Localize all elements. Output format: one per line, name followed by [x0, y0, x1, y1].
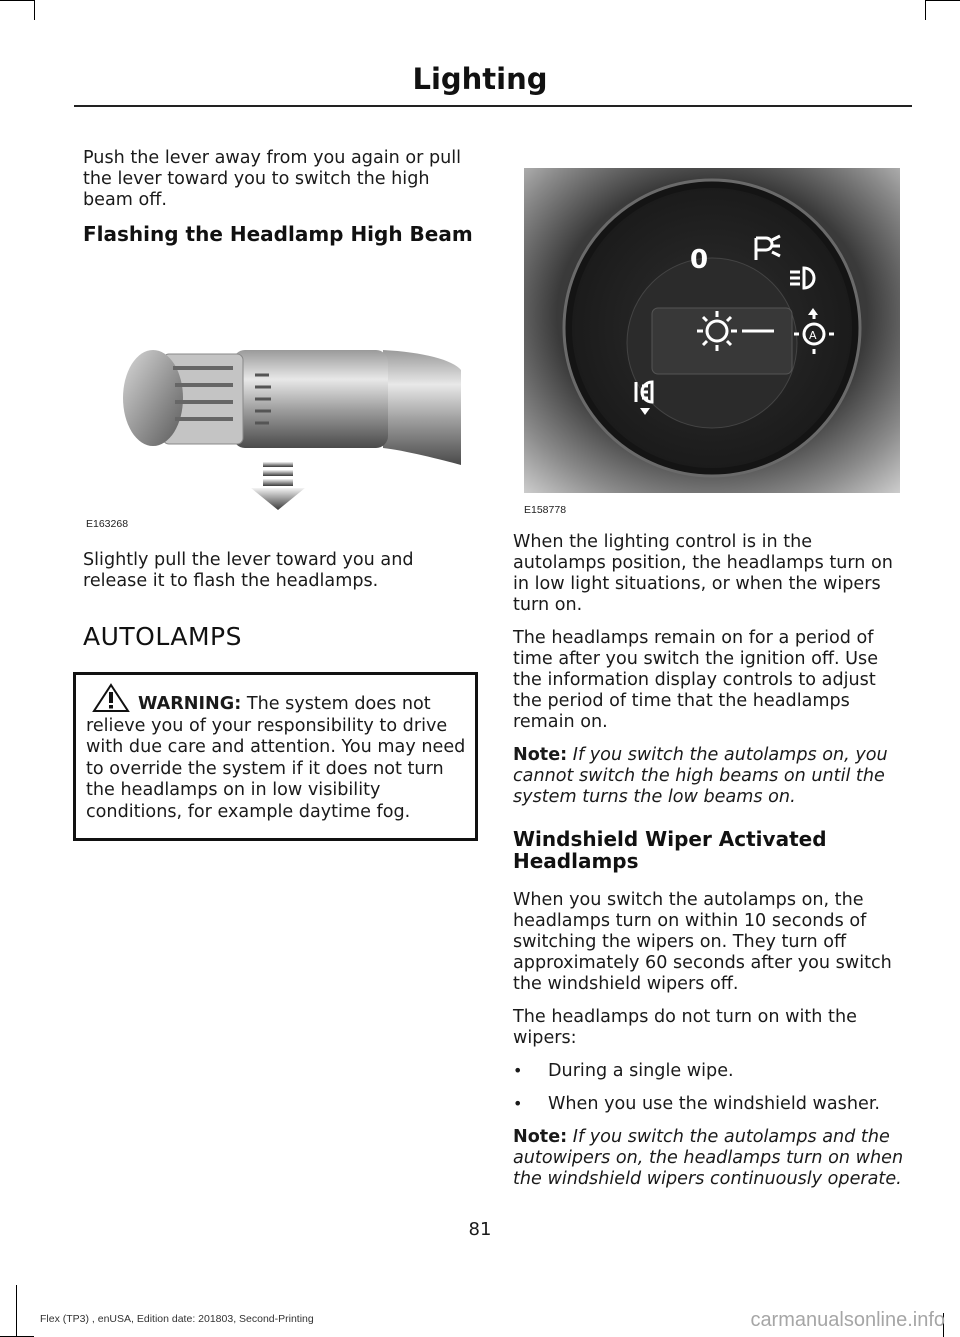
left-column	[83, 148, 483, 245]
wiper-heading: Windshield Wiper Activated Headlamps	[513, 827, 827, 873]
right-column	[513, 532, 909, 1190]
crop-mark	[34, 0, 35, 20]
warning-text: The system does not relieve you of your responsibility to drive with due care and attention. You may need to override the system if it does not turn the headlamps on in low visibility conditions, for example daytime fog.	[86, 694, 466, 822]
bullet-symbol: •	[513, 1061, 523, 1080]
footer-edition: Flex (TP3) , enUSA, Edition date: 201803, Second-Printing	[40, 1313, 314, 1325]
warning-paragraph	[86, 683, 469, 823]
note-label: Note:	[513, 745, 568, 765]
figure-code: E158778	[524, 504, 567, 516]
watermark: carmanualsonline.info	[750, 1309, 945, 1331]
bullet-text: When you use the windshield washer.	[548, 1094, 881, 1114]
dial-off-symbol: 0	[690, 245, 709, 275]
bullet-item	[513, 1094, 909, 1115]
warning-label: WARNING:	[138, 694, 242, 714]
bullet-text: During a single wipe.	[548, 1061, 734, 1081]
turn-signal-lever-illustration	[83, 290, 478, 530]
left-column-lower	[83, 550, 483, 651]
note-paragraph	[513, 1127, 909, 1190]
auto-letter: A	[809, 329, 817, 342]
note-text: If you switch the autolamps and the autowipers on, the headlamps turn on when the windshield wipers continuously operate.	[513, 1127, 904, 1189]
figure-code: E163268	[86, 518, 129, 530]
wiper-paragraph: When you switch the autolamps on, the headlamps turn on within 10 seconds of switching the wipers on. They turn off approximately 60 seconds after you switch the windshield wipers off.	[513, 890, 892, 994]
autolamps-heading: AUTOLAMPS	[83, 622, 242, 651]
crop-mark	[0, 0, 34, 1]
bullet-item	[513, 1061, 909, 1082]
flash-paragraph: Slightly pull the lever toward you and release it to flash the headlamps.	[83, 550, 414, 591]
dial-figure	[524, 168, 900, 518]
crop-mark	[925, 0, 926, 20]
page-number: 81	[468, 1219, 492, 1240]
not-on-paragraph: The headlamps do not turn on with the wipers:	[513, 1007, 857, 1048]
bullet-symbol: •	[513, 1094, 523, 1113]
note-label: Note:	[513, 1127, 568, 1147]
lighting-control-dial-illustration	[524, 168, 900, 493]
note-paragraph	[513, 745, 909, 808]
lever-figure	[83, 290, 478, 530]
autolamps-paragraph: When the lighting control is in the autolamps position, the headlamps turn on in low light situations, or when the wipers turn on.	[513, 532, 893, 615]
flash-heading: Flashing the Headlamp High Beam	[83, 222, 473, 246]
warning-triangle-icon	[92, 683, 130, 713]
crop-mark	[16, 1285, 17, 1337]
intro-paragraph: Push the lever away from you again or pull the lever toward you to switch the high beam off.	[83, 148, 462, 210]
crop-mark	[926, 0, 960, 1]
page-title: Lighting	[412, 62, 548, 96]
warning-box	[73, 672, 478, 841]
remain-paragraph: The headlamps remain on for a period of time after you switch the ignition off. Use the information display controls to adjust the period of time that the headlamps remain on.	[513, 628, 879, 732]
note-text: If you switch the autolamps on, you cannot switch the high beams on until the system turns the low beams on.	[513, 745, 888, 807]
header-divider	[74, 105, 912, 107]
